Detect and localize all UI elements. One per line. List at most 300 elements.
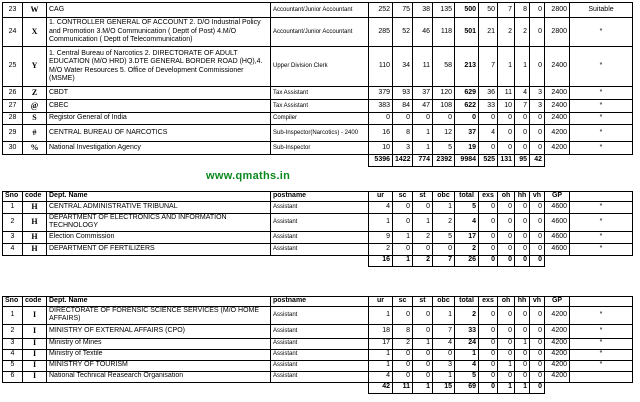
table-row	[3, 360, 633, 371]
row-st: 1	[413, 338, 433, 349]
row-postname: Tax Assistant	[271, 87, 369, 100]
total-total: 26	[455, 255, 479, 266]
header-hh: hh	[515, 297, 530, 307]
total-st: 774	[413, 155, 433, 167]
total-blank	[570, 155, 633, 167]
row-oh: 2	[498, 18, 515, 47]
row-hh: 7	[515, 100, 530, 113]
header-ur: ur	[369, 297, 393, 307]
row-code: H	[23, 201, 47, 213]
row-sno: 23	[3, 3, 23, 18]
row-vh: 3	[530, 87, 545, 100]
header-vh: vh	[530, 297, 545, 307]
row-code: H	[23, 213, 47, 231]
row-exs: 21	[479, 18, 498, 47]
row-dept-name: DIRECTORATE OF FORENSIC SCIENCE SERVICES (M/O HOME AFFAIRS)	[47, 306, 271, 324]
row-vh: 0	[530, 360, 545, 371]
row-sc: 0	[393, 360, 413, 371]
total-obc: 15	[433, 382, 455, 393]
row-exs: 0	[479, 142, 498, 155]
row-st: 0	[413, 113, 433, 125]
row-extra: *	[570, 231, 633, 243]
total-ur: 16	[369, 255, 393, 266]
row-gp: 4600	[545, 201, 570, 213]
row-st: 2	[413, 231, 433, 243]
row-code: H	[23, 231, 47, 243]
header-post: postname	[271, 192, 369, 202]
row-sno: 4	[3, 349, 23, 360]
row-postname: Sub-Inspector(Narcotics) - 2400	[271, 125, 369, 142]
row-postname: Sub-Inspector	[271, 142, 369, 155]
row-st: 37	[413, 87, 433, 100]
total-row	[3, 382, 633, 393]
header-sc: sc	[393, 192, 413, 202]
total-blank	[271, 382, 369, 393]
row-sno: 24	[3, 18, 23, 47]
row-gp: 4200	[545, 349, 570, 360]
row-st: 47	[413, 100, 433, 113]
row-postname: Assistant	[271, 213, 369, 231]
row-vh: 0	[530, 113, 545, 125]
row-sc: 84	[393, 100, 413, 113]
row-ur: 1	[369, 213, 393, 231]
table-row	[3, 87, 633, 100]
row-exs: 50	[479, 3, 498, 18]
row-code: @	[23, 100, 47, 113]
header-row	[3, 192, 633, 202]
row-exs: 0	[479, 338, 498, 349]
row-vh: 0	[530, 306, 545, 324]
total-ur: 42	[369, 382, 393, 393]
row-st: 46	[413, 18, 433, 47]
total-blank	[47, 382, 271, 393]
row-code: X	[23, 18, 47, 47]
total-blank	[271, 255, 369, 266]
total-hh: 1	[515, 382, 530, 393]
row-dept-name: CBDT	[47, 87, 271, 100]
row-sno: 1	[3, 306, 23, 324]
row-obc: 58	[433, 47, 455, 87]
row-sno: 2	[3, 213, 23, 231]
row-hh: 0	[515, 349, 530, 360]
row-st: 38	[413, 3, 433, 18]
header-gp: GP	[545, 297, 570, 307]
row-sno: 29	[3, 125, 23, 142]
row-sc: 3	[393, 142, 413, 155]
row-hh: 1	[515, 338, 530, 349]
row-total: 19	[455, 142, 479, 155]
row-code: I	[23, 371, 47, 382]
row-code: Y	[23, 47, 47, 87]
row-ur: 16	[369, 125, 393, 142]
row-extra: *	[570, 213, 633, 231]
row-ur: 9	[369, 231, 393, 243]
row-exs: 4	[479, 125, 498, 142]
row-sc: 52	[393, 18, 413, 47]
row-ur: 4	[369, 371, 393, 382]
row-st: 0	[413, 306, 433, 324]
row-code: %	[23, 142, 47, 155]
total-blank	[545, 155, 570, 167]
row-extra: *	[570, 125, 633, 142]
row-obc: 3	[433, 360, 455, 371]
row-sc: 2	[393, 338, 413, 349]
header-dept: Dept. Name	[47, 192, 271, 202]
row-oh: 7	[498, 3, 515, 18]
row-vh: 0	[530, 201, 545, 213]
row-oh: 11	[498, 87, 515, 100]
row-obc: 1	[433, 201, 455, 213]
row-postname: Assistant	[271, 349, 369, 360]
row-vh: 0	[530, 371, 545, 382]
row-obc: 108	[433, 100, 455, 113]
total-blank	[47, 255, 271, 266]
row-sno: 4	[3, 243, 23, 255]
row-gp: 4200	[545, 306, 570, 324]
row-exs: 33	[479, 100, 498, 113]
row-dept-name: Election Commission	[47, 231, 271, 243]
row-code: S	[23, 113, 47, 125]
row-ur: 1	[369, 306, 393, 324]
header-obc: obc	[433, 192, 455, 202]
table-row	[3, 243, 633, 255]
row-obc: 1	[433, 306, 455, 324]
row-st: 1	[413, 125, 433, 142]
header-exs: exs	[479, 297, 498, 307]
row-obc: 0	[433, 113, 455, 125]
header-dept: Dept. Name	[47, 297, 271, 307]
row-sc: 0	[393, 306, 413, 324]
row-vh: 0	[530, 3, 545, 18]
row-hh: 8	[515, 3, 530, 18]
table-row	[3, 125, 633, 142]
row-st: 11	[413, 47, 433, 87]
total-blank	[23, 255, 47, 266]
header-code: code	[23, 192, 47, 202]
row-hh: 0	[515, 125, 530, 142]
row-dept-name: 1. Central Bureau of Narcotics 2. DIRECTORATE OF ADULT EDUCATION (M/O HRD) 3.DTE GENERAL BORDER ROAD (HQ),4. M/O Water Resources 5. Office of Development Commissioner (MSME)	[47, 47, 271, 87]
total-blank	[570, 255, 633, 266]
row-dept-name: Ministry of Mines	[47, 338, 271, 349]
row-total: 5	[455, 371, 479, 382]
watermark-text: www.qmaths.in	[206, 170, 291, 182]
total-oh: 131	[498, 155, 515, 167]
row-ur: 0	[369, 113, 393, 125]
row-obc: 120	[433, 87, 455, 100]
row-dept-name: Ministry of Textile	[47, 349, 271, 360]
header-sno: Sno	[3, 192, 23, 202]
row-sc: 0	[393, 201, 413, 213]
total-st: 2	[413, 255, 433, 266]
row-postname: Accountant/Junior Accountant	[271, 18, 369, 47]
row-code: I	[23, 338, 47, 349]
row-total: 33	[455, 324, 479, 338]
row-oh: 0	[498, 306, 515, 324]
row-exs: 0	[479, 201, 498, 213]
row-extra: *	[570, 100, 633, 113]
total-blank	[3, 382, 23, 393]
row-vh: 0	[530, 231, 545, 243]
header-row	[3, 297, 633, 307]
row-vh: 0	[530, 142, 545, 155]
row-oh: 0	[498, 243, 515, 255]
row-dept-name: National Technical Reasearch Organisation	[47, 371, 271, 382]
row-st: 0	[413, 324, 433, 338]
header-obc: obc	[433, 297, 455, 307]
row-total: 17	[455, 231, 479, 243]
header-st: st	[413, 192, 433, 202]
row-total: 501	[455, 18, 479, 47]
header-hh: hh	[515, 192, 530, 202]
total-blank	[3, 255, 23, 266]
row-exs: 0	[479, 306, 498, 324]
row-total: 500	[455, 3, 479, 18]
row-postname: Assistant	[271, 243, 369, 255]
row-gp: 2800	[545, 18, 570, 47]
row-ur: 285	[369, 18, 393, 47]
total-total: 69	[455, 382, 479, 393]
row-oh: 1	[498, 360, 515, 371]
header-gp: GP	[545, 192, 570, 202]
row-gp: 2400	[545, 47, 570, 87]
total-blank	[47, 155, 271, 167]
row-vh: 0	[530, 125, 545, 142]
total-obc: 7	[433, 255, 455, 266]
row-postname: Assistant	[271, 324, 369, 338]
row-dept-name: MINISTRY OF EXTERNAL AFFAIRS (CPO)	[47, 324, 271, 338]
row-sc: 1	[393, 231, 413, 243]
table-row	[3, 324, 633, 338]
row-sno: 6	[3, 371, 23, 382]
row-sno: 27	[3, 100, 23, 113]
row-vh: 0	[530, 349, 545, 360]
header-extra	[570, 297, 633, 307]
row-sno: 1	[3, 201, 23, 213]
row-sno: 2	[3, 324, 23, 338]
row-sc: 0	[393, 349, 413, 360]
row-extra: *	[570, 47, 633, 87]
row-ur: 17	[369, 338, 393, 349]
row-extra: Suitable	[570, 3, 633, 18]
row-dept-name: DEPARTMENT OF ELECTRONICS AND INFORMATION TECHNOLOGY	[47, 213, 271, 231]
total-sc: 1	[393, 255, 413, 266]
row-ur: 252	[369, 3, 393, 18]
row-obc: 7	[433, 324, 455, 338]
vacancy-table-3	[2, 296, 633, 394]
row-total: 2	[455, 306, 479, 324]
row-obc: 1	[433, 371, 455, 382]
row-obc: 4	[433, 338, 455, 349]
table-row	[3, 231, 633, 243]
row-postname: Assistant	[271, 306, 369, 324]
row-total: 622	[455, 100, 479, 113]
row-sno: 30	[3, 142, 23, 155]
row-extra: *	[570, 142, 633, 155]
row-dept-name: DEPARTMENT OF FERTILIZERS	[47, 243, 271, 255]
row-code: I	[23, 360, 47, 371]
row-vh: 0	[530, 243, 545, 255]
row-postname: Assistant	[271, 201, 369, 213]
table-row	[3, 18, 633, 47]
row-gp: 2800	[545, 3, 570, 18]
row-oh: 0	[498, 201, 515, 213]
total-hh: 95	[515, 155, 530, 167]
row-vh: 0	[530, 324, 545, 338]
row-oh: 0	[498, 349, 515, 360]
row-ur: 383	[369, 100, 393, 113]
row-oh: 0	[498, 371, 515, 382]
row-total: 2	[455, 243, 479, 255]
row-total: 5	[455, 201, 479, 213]
row-postname: Tax Assistant	[271, 100, 369, 113]
row-sc: 75	[393, 3, 413, 18]
row-obc: 0	[433, 243, 455, 255]
row-total: 213	[455, 47, 479, 87]
row-vh: 3	[530, 100, 545, 113]
table-row	[3, 213, 633, 231]
row-oh: 0	[498, 113, 515, 125]
row-sno: 28	[3, 113, 23, 125]
total-oh: 0	[498, 255, 515, 266]
row-postname: Assistant	[271, 360, 369, 371]
row-code: W	[23, 3, 47, 18]
row-sno: 3	[3, 338, 23, 349]
row-ur: 18	[369, 324, 393, 338]
row-dept-name: CENTRAL ADMINISTRATIVE TRIBUNAL	[47, 201, 271, 213]
row-ur: 4	[369, 201, 393, 213]
total-blank	[545, 255, 570, 266]
row-sc: 0	[393, 213, 413, 231]
row-postname: Accountant/Junior Accountant	[271, 3, 369, 18]
table-row	[3, 371, 633, 382]
header-total: total	[455, 192, 479, 202]
row-extra	[570, 371, 633, 382]
row-hh: 0	[515, 360, 530, 371]
row-exs: 0	[479, 349, 498, 360]
row-sno: 25	[3, 47, 23, 87]
row-exs: 0	[479, 324, 498, 338]
row-gp: 2400	[545, 87, 570, 100]
row-oh: 0	[498, 231, 515, 243]
table-row	[3, 142, 633, 155]
table-row	[3, 100, 633, 113]
row-oh: 0	[498, 338, 515, 349]
header-exs: exs	[479, 192, 498, 202]
row-st: 0	[413, 371, 433, 382]
row-exs: 0	[479, 231, 498, 243]
row-extra: *	[570, 338, 633, 349]
row-dept-name: CBEC	[47, 100, 271, 113]
total-hh: 0	[515, 255, 530, 266]
row-obc: 135	[433, 3, 455, 18]
row-oh: 0	[498, 142, 515, 155]
row-gp: 4200	[545, 324, 570, 338]
row-hh: 4	[515, 87, 530, 100]
row-oh: 0	[498, 213, 515, 231]
table-row	[3, 47, 633, 87]
total-exs: 0	[479, 382, 498, 393]
header-vh: vh	[530, 192, 545, 202]
row-total: 24	[455, 338, 479, 349]
total-ur: 5396	[369, 155, 393, 167]
total-vh: 0	[530, 255, 545, 266]
row-extra: *	[570, 201, 633, 213]
row-st: 0	[413, 243, 433, 255]
total-blank	[545, 382, 570, 393]
row-postname: Assistant	[271, 371, 369, 382]
row-hh: 0	[515, 113, 530, 125]
total-exs: 525	[479, 155, 498, 167]
row-total: 37	[455, 125, 479, 142]
row-gp: 4200	[545, 125, 570, 142]
row-postname: Compiler	[271, 113, 369, 125]
row-sc: 34	[393, 47, 413, 87]
row-extra: *	[570, 324, 633, 338]
total-blank	[23, 382, 47, 393]
table-row	[3, 113, 633, 125]
row-sc: 0	[393, 243, 413, 255]
row-ur: 110	[369, 47, 393, 87]
row-hh: 0	[515, 142, 530, 155]
total-oh: 1	[498, 382, 515, 393]
row-vh: 0	[530, 213, 545, 231]
row-total: 4	[455, 213, 479, 231]
header-code: code	[23, 297, 47, 307]
row-sno: 3	[3, 231, 23, 243]
row-oh: 1	[498, 47, 515, 87]
total-blank	[570, 382, 633, 393]
total-vh: 0	[530, 382, 545, 393]
row-exs: 7	[479, 47, 498, 87]
row-exs: 0	[479, 113, 498, 125]
table-row	[3, 338, 633, 349]
row-extra: *	[570, 306, 633, 324]
header-ur: ur	[369, 192, 393, 202]
header-total: total	[455, 297, 479, 307]
header-extra	[570, 192, 633, 202]
table-row	[3, 201, 633, 213]
vacancy-table-1	[2, 2, 633, 167]
row-hh: 1	[515, 47, 530, 87]
row-oh: 10	[498, 100, 515, 113]
row-dept-name: CAG	[47, 3, 271, 18]
row-st: 0	[413, 360, 433, 371]
row-sc: 8	[393, 125, 413, 142]
row-gp: 4600	[545, 231, 570, 243]
row-code: I	[23, 324, 47, 338]
row-sc: 8	[393, 324, 413, 338]
row-dept-name: Registor General of India	[47, 113, 271, 125]
row-hh: 0	[515, 201, 530, 213]
row-sc: 0	[393, 371, 413, 382]
row-gp: 4200	[545, 371, 570, 382]
row-exs: 0	[479, 243, 498, 255]
row-obc: 118	[433, 18, 455, 47]
total-exs: 0	[479, 255, 498, 266]
total-blank	[3, 155, 23, 167]
row-ur: 1	[369, 360, 393, 371]
row-exs: 0	[479, 213, 498, 231]
total-st: 1	[413, 382, 433, 393]
row-hh: 0	[515, 324, 530, 338]
row-postname: Assistant	[271, 231, 369, 243]
row-extra: *	[570, 243, 633, 255]
row-hh: 0	[515, 213, 530, 231]
row-obc: 5	[433, 231, 455, 243]
row-code: #	[23, 125, 47, 142]
total-row	[3, 255, 633, 266]
table-row	[3, 3, 633, 18]
